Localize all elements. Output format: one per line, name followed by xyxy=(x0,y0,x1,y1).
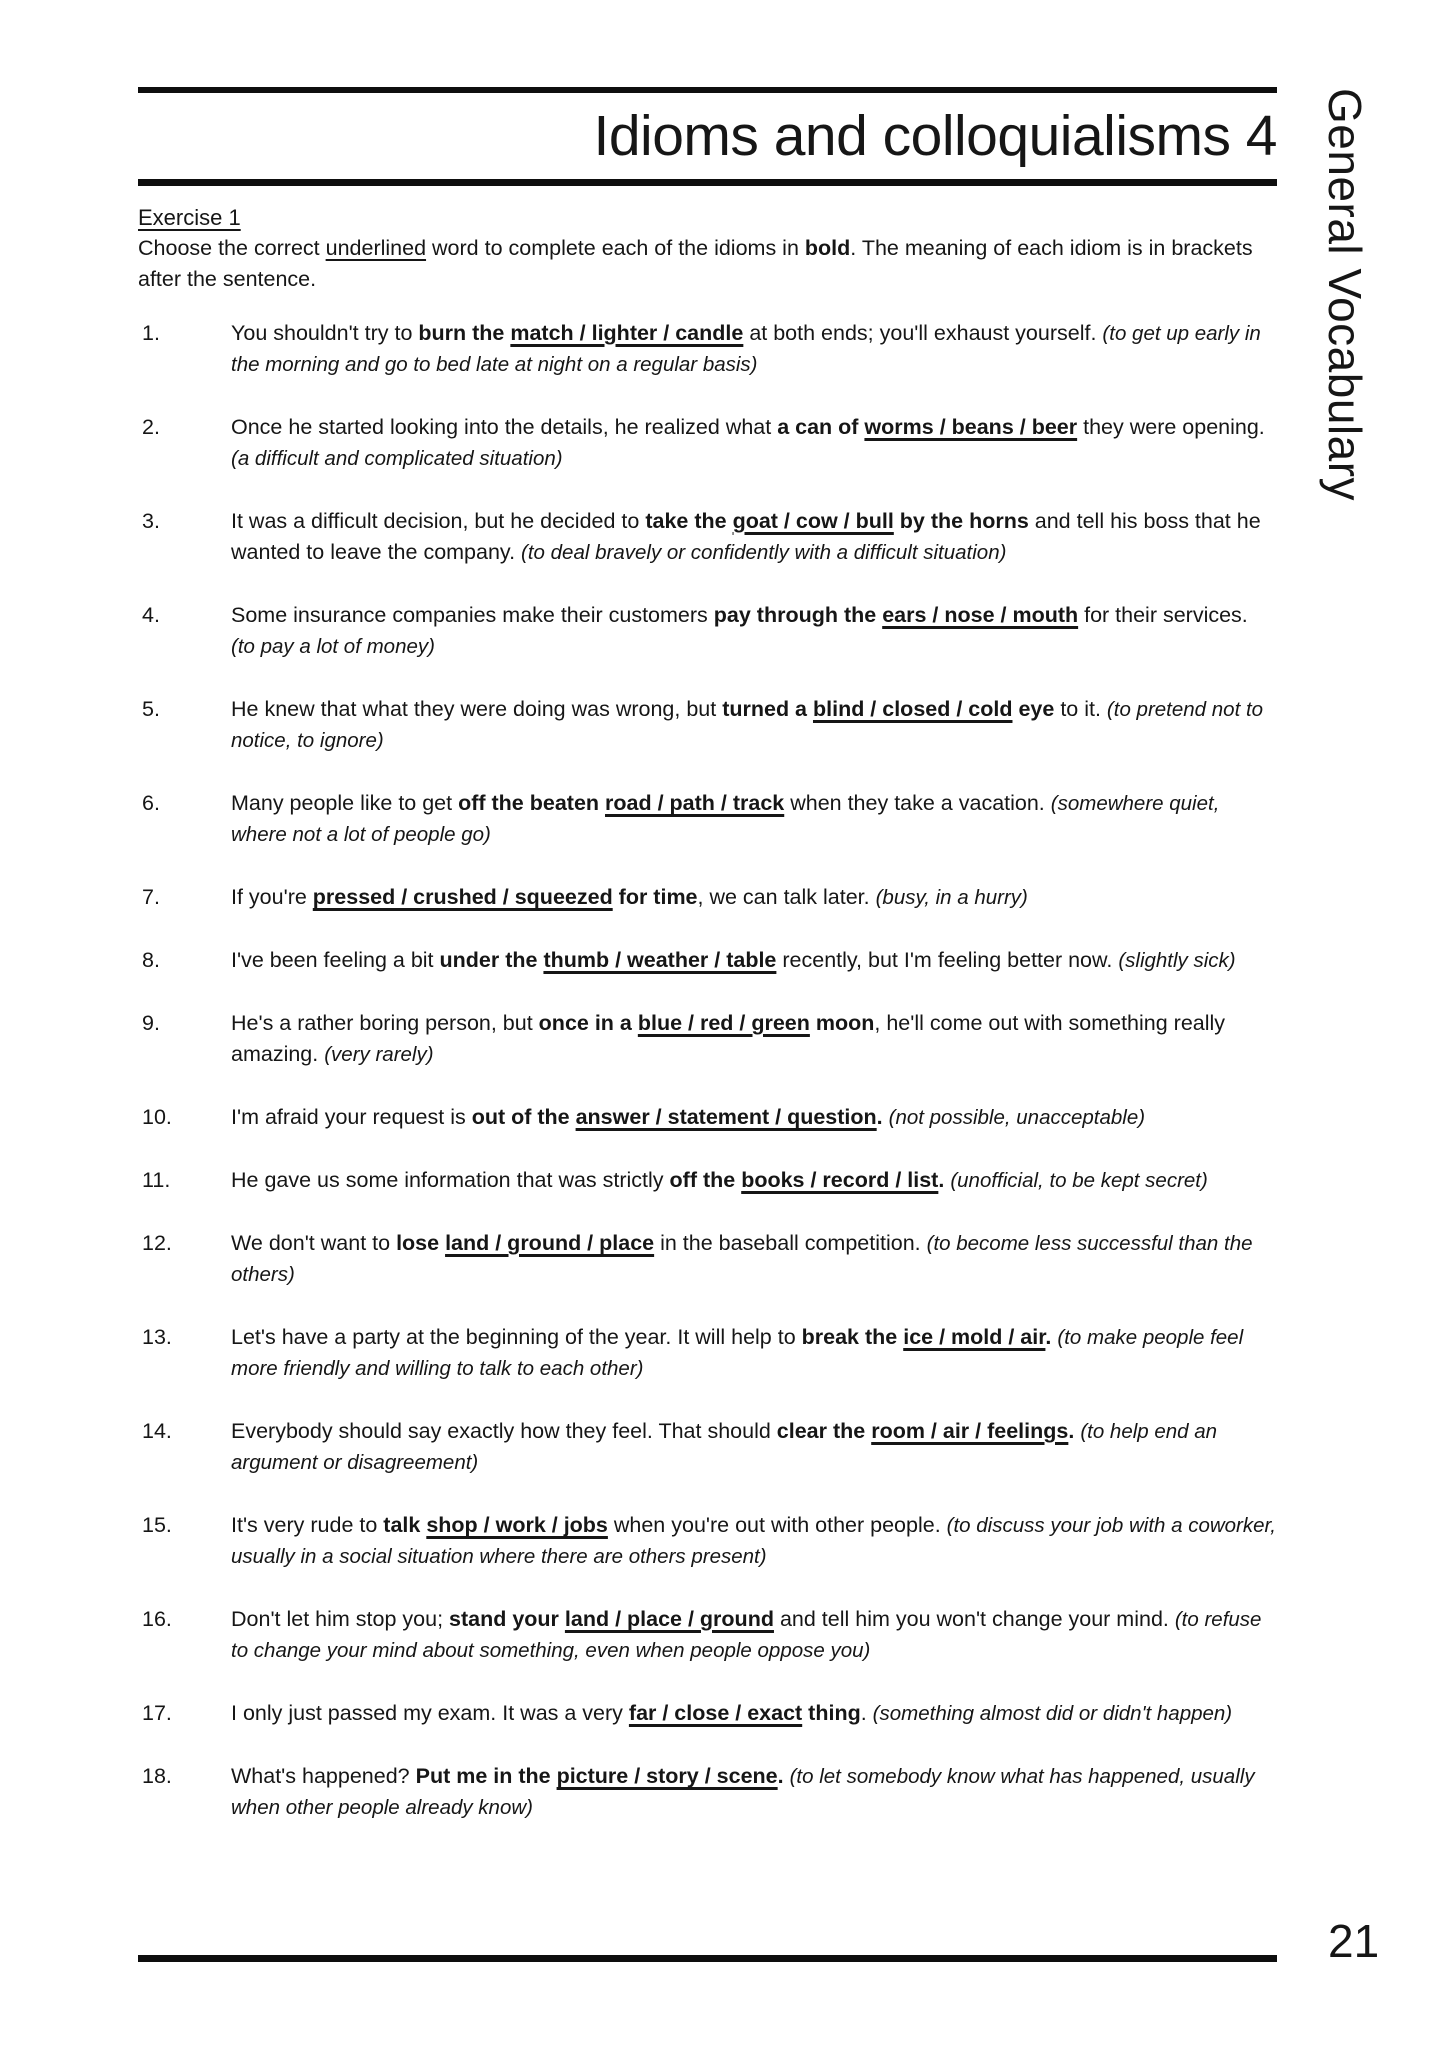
text-segment: pay through the xyxy=(713,603,883,627)
item-number: 4. xyxy=(142,603,160,627)
item-text xyxy=(231,1510,1277,1572)
text-segment: . xyxy=(876,1105,883,1129)
text-segment: break the xyxy=(801,1325,904,1349)
item-text xyxy=(231,1604,1277,1666)
text-segment: when they take a vacation. xyxy=(784,791,1051,815)
exercise-item xyxy=(138,506,1277,568)
page-content xyxy=(138,0,1277,1855)
exercise-item xyxy=(138,600,1277,662)
exercise-item xyxy=(138,1604,1277,1666)
exercise-item xyxy=(138,694,1277,756)
text-segment: road / path / track xyxy=(605,791,785,815)
text-segment: . The meaning of each idiom is in brackets after the sentence. xyxy=(138,236,1253,291)
text-segment: Choose the correct xyxy=(138,236,326,260)
item-number: 14. xyxy=(142,1419,172,1443)
item-text xyxy=(231,1322,1277,1384)
page-title: Idioms and colloquialisms 4 xyxy=(593,104,1277,168)
text-segment: (to refuse to change your mind about something, even when people oppose you) xyxy=(231,1608,1262,1662)
header-band xyxy=(138,87,1277,186)
exercise-item xyxy=(138,882,1277,913)
text-segment: room / air / feelings xyxy=(871,1419,1069,1443)
item-number: 8. xyxy=(142,948,160,972)
item-text xyxy=(231,1761,1277,1823)
exercise-item xyxy=(138,318,1277,380)
text-segment: , he'll come out with something really amazing. xyxy=(231,1011,1226,1066)
text-segment: ice / mold / air xyxy=(903,1325,1046,1349)
text-segment: match / lighter / candle xyxy=(510,321,744,345)
text-segment: once in a xyxy=(538,1011,638,1035)
exercise-item xyxy=(138,945,1277,976)
text-segment: (busy, in a hurry) xyxy=(875,886,1028,909)
text-segment: . xyxy=(1068,1419,1075,1443)
exercise-item xyxy=(138,1165,1277,1196)
text-segment: and tell his boss that he wanted to leave the company. xyxy=(231,509,1261,564)
exercise-item xyxy=(138,412,1277,474)
item-number: 15. xyxy=(142,1513,172,1537)
text-segment: clear the xyxy=(776,1419,872,1443)
text-segment: He gave us some information that was strictly xyxy=(231,1168,670,1192)
item-number: 7. xyxy=(142,885,160,909)
text-segment: to it. xyxy=(1054,697,1107,721)
item-number: 11. xyxy=(142,1168,171,1192)
exercise-item xyxy=(138,788,1277,850)
text-segment: under the xyxy=(439,948,544,972)
exercise-item xyxy=(138,1761,1277,1823)
item-number: 17. xyxy=(142,1701,172,1725)
item-text xyxy=(231,506,1277,568)
text-segment: Everybody should say exactly how they feel. That should xyxy=(231,1419,777,1443)
text-segment: for time xyxy=(612,885,698,909)
text-segment: shop / work / jobs xyxy=(426,1513,608,1537)
text-segment: thing xyxy=(802,1701,861,1725)
text-segment: . xyxy=(860,1701,873,1725)
exercise-item xyxy=(138,1416,1277,1478)
text-segment: off the xyxy=(669,1168,742,1192)
text-segment: . xyxy=(1045,1325,1052,1349)
item-text xyxy=(231,412,1277,474)
text-segment: pressed / crushed / squeezed xyxy=(312,885,613,909)
text-segment: out of the xyxy=(471,1105,576,1129)
text-segment: thumb / weather / table xyxy=(543,948,777,972)
text-segment: It was a difficult decision, but he decided to xyxy=(231,509,646,533)
item-number: 2. xyxy=(142,415,160,439)
item-text xyxy=(231,318,1277,380)
text-segment: Some insurance companies make their customers xyxy=(231,603,714,627)
text-segment: land / place / ground xyxy=(564,1607,774,1631)
text-segment: (to get up early in the morning and go to bed late at night on a regular basis) xyxy=(231,322,1261,376)
text-segment: for their services. xyxy=(1078,603,1248,627)
text-segment: I only just passed my exam. It was a very xyxy=(231,1701,629,1725)
text-segment: land / ground / place xyxy=(445,1231,655,1255)
text-segment: (slightly sick) xyxy=(1118,949,1236,972)
exercise-item xyxy=(138,1698,1277,1729)
item-text xyxy=(231,945,1277,976)
text-segment: recently, but I'm feeling better now. xyxy=(776,948,1119,972)
text-segment: lose xyxy=(396,1231,446,1255)
item-text xyxy=(231,694,1277,756)
text-segment: (to pretend not to notice, to ignore) xyxy=(231,698,1264,752)
item-number: 1. xyxy=(142,321,160,345)
text-segment: they were opening. xyxy=(1077,415,1265,439)
item-number: 10. xyxy=(142,1105,172,1129)
text-segment: (very rarely) xyxy=(324,1043,434,1066)
text-segment: (to discuss your job with a coworker, usually in a social situation where there are others present) xyxy=(231,1514,1276,1568)
page-number: 21 xyxy=(1328,1915,1380,1967)
text-segment: (to deal bravely or confidently with a difficult situation) xyxy=(521,541,1007,564)
text-segment: You shouldn't try to xyxy=(231,321,419,345)
text-segment: answer / statement / question xyxy=(575,1105,877,1129)
item-text xyxy=(231,600,1277,662)
text-segment: and tell him you won't change your mind. xyxy=(773,1607,1175,1631)
text-segment: eye xyxy=(1012,697,1055,721)
text-segment: I've been feeling a bit xyxy=(231,948,440,972)
text-segment: ears / nose / mouth xyxy=(882,603,1079,627)
text-segment: We don't want to xyxy=(231,1231,397,1255)
text-segment: (to make people feel more friendly and willing to talk to each other) xyxy=(231,1326,1244,1380)
text-segment: (to help end an argument or disagreement) xyxy=(231,1420,1218,1474)
text-segment: picture / story / scene xyxy=(556,1764,778,1788)
text-segment: talk xyxy=(383,1513,427,1537)
text-segment: . xyxy=(777,1764,784,1788)
text-segment: (something almost did or didn't happen) xyxy=(872,1702,1233,1725)
exercise-item xyxy=(138,1102,1277,1133)
text-segment: Once he started looking into the details, he realized what xyxy=(231,415,778,439)
footer-rule xyxy=(138,1955,1277,1962)
item-text xyxy=(231,1698,1277,1729)
text-segment: He's a rather boring person, but xyxy=(231,1011,539,1035)
text-segment: Many people like to get xyxy=(231,791,459,815)
exercise-item-list xyxy=(138,318,1277,1823)
exercise-heading: Exercise 1 xyxy=(138,205,241,230)
text-segment: take the xyxy=(645,509,733,533)
text-segment: Don't let him stop you; xyxy=(231,1607,450,1631)
text-segment: (somewhere quiet, where not a lot of people go) xyxy=(231,792,1220,846)
item-number: 18. xyxy=(142,1764,172,1788)
text-segment: blue / red / green xyxy=(637,1011,810,1035)
text-segment: in the baseball competition. xyxy=(654,1231,927,1255)
text-segment: What's happened? xyxy=(231,1764,416,1788)
item-text xyxy=(231,1008,1277,1070)
item-number: 12. xyxy=(142,1231,172,1255)
text-segment: books / record / list xyxy=(741,1168,939,1192)
text-segment: a can of xyxy=(777,415,865,439)
item-text xyxy=(231,882,1277,913)
item-number: 13. xyxy=(142,1325,172,1349)
text-segment: far / close / exact xyxy=(628,1701,803,1725)
item-number: 9. xyxy=(142,1011,160,1035)
text-segment: If you're xyxy=(231,885,313,909)
item-number: 6. xyxy=(142,791,160,815)
text-segment: (to become less successful than the others) xyxy=(231,1232,1253,1286)
text-segment: turned a xyxy=(722,697,813,721)
text-segment: stand your xyxy=(449,1607,565,1631)
item-number: 5. xyxy=(142,697,160,721)
text-segment: at both ends; you'll exhaust yourself. xyxy=(743,321,1103,345)
text-segment: goat / cow / bull xyxy=(732,509,894,533)
text-segment: when you're out with other people. xyxy=(607,1513,947,1537)
item-number: 16. xyxy=(142,1607,172,1631)
text-segment: Let's have a party at the beginning of the year. It will help to xyxy=(231,1325,802,1349)
text-segment: worms / beans / beer xyxy=(864,415,1078,439)
text-segment: by the horns xyxy=(893,509,1029,533)
exercise-item xyxy=(138,1228,1277,1290)
instructions xyxy=(138,233,1277,295)
item-text xyxy=(231,1165,1277,1196)
exercise-item xyxy=(138,1510,1277,1572)
exercise-item xyxy=(138,1322,1277,1384)
text-segment: . xyxy=(938,1168,945,1192)
text-segment: , we can talk later. xyxy=(697,885,876,909)
text-segment: (unofficial, to be kept secret) xyxy=(950,1169,1208,1192)
text-segment: word to complete each of the idioms in xyxy=(426,236,805,260)
text-segment: (to pay a lot of money) xyxy=(231,635,435,658)
item-text xyxy=(231,1228,1277,1290)
item-text xyxy=(231,1416,1277,1478)
text-segment: I'm afraid your request is xyxy=(231,1105,472,1129)
text-segment: He knew that what they were doing was wrong, but xyxy=(231,697,723,721)
text-segment: It's very rude to xyxy=(231,1513,384,1537)
text-segment: (to let somebody know what has happened, usually when other people already know) xyxy=(231,1765,1255,1819)
text-segment: (not possible, unacceptable) xyxy=(888,1106,1146,1129)
text-segment: burn the xyxy=(418,321,511,345)
text-segment: (a difficult and complicated situation) xyxy=(231,447,563,470)
text-segment: off the beaten xyxy=(458,791,606,815)
exercise-item xyxy=(138,1008,1277,1070)
text-segment: moon xyxy=(809,1011,875,1035)
item-number: 3. xyxy=(142,509,160,533)
text-segment: bold xyxy=(804,236,851,260)
text-segment: Put me in the xyxy=(415,1764,557,1788)
item-text xyxy=(231,1102,1277,1133)
text-segment: underlined xyxy=(325,236,427,260)
item-text xyxy=(231,788,1277,850)
text-segment: blind / closed / cold xyxy=(812,697,1013,721)
sidebar-section-label: General Vocabulary xyxy=(1319,88,1371,502)
